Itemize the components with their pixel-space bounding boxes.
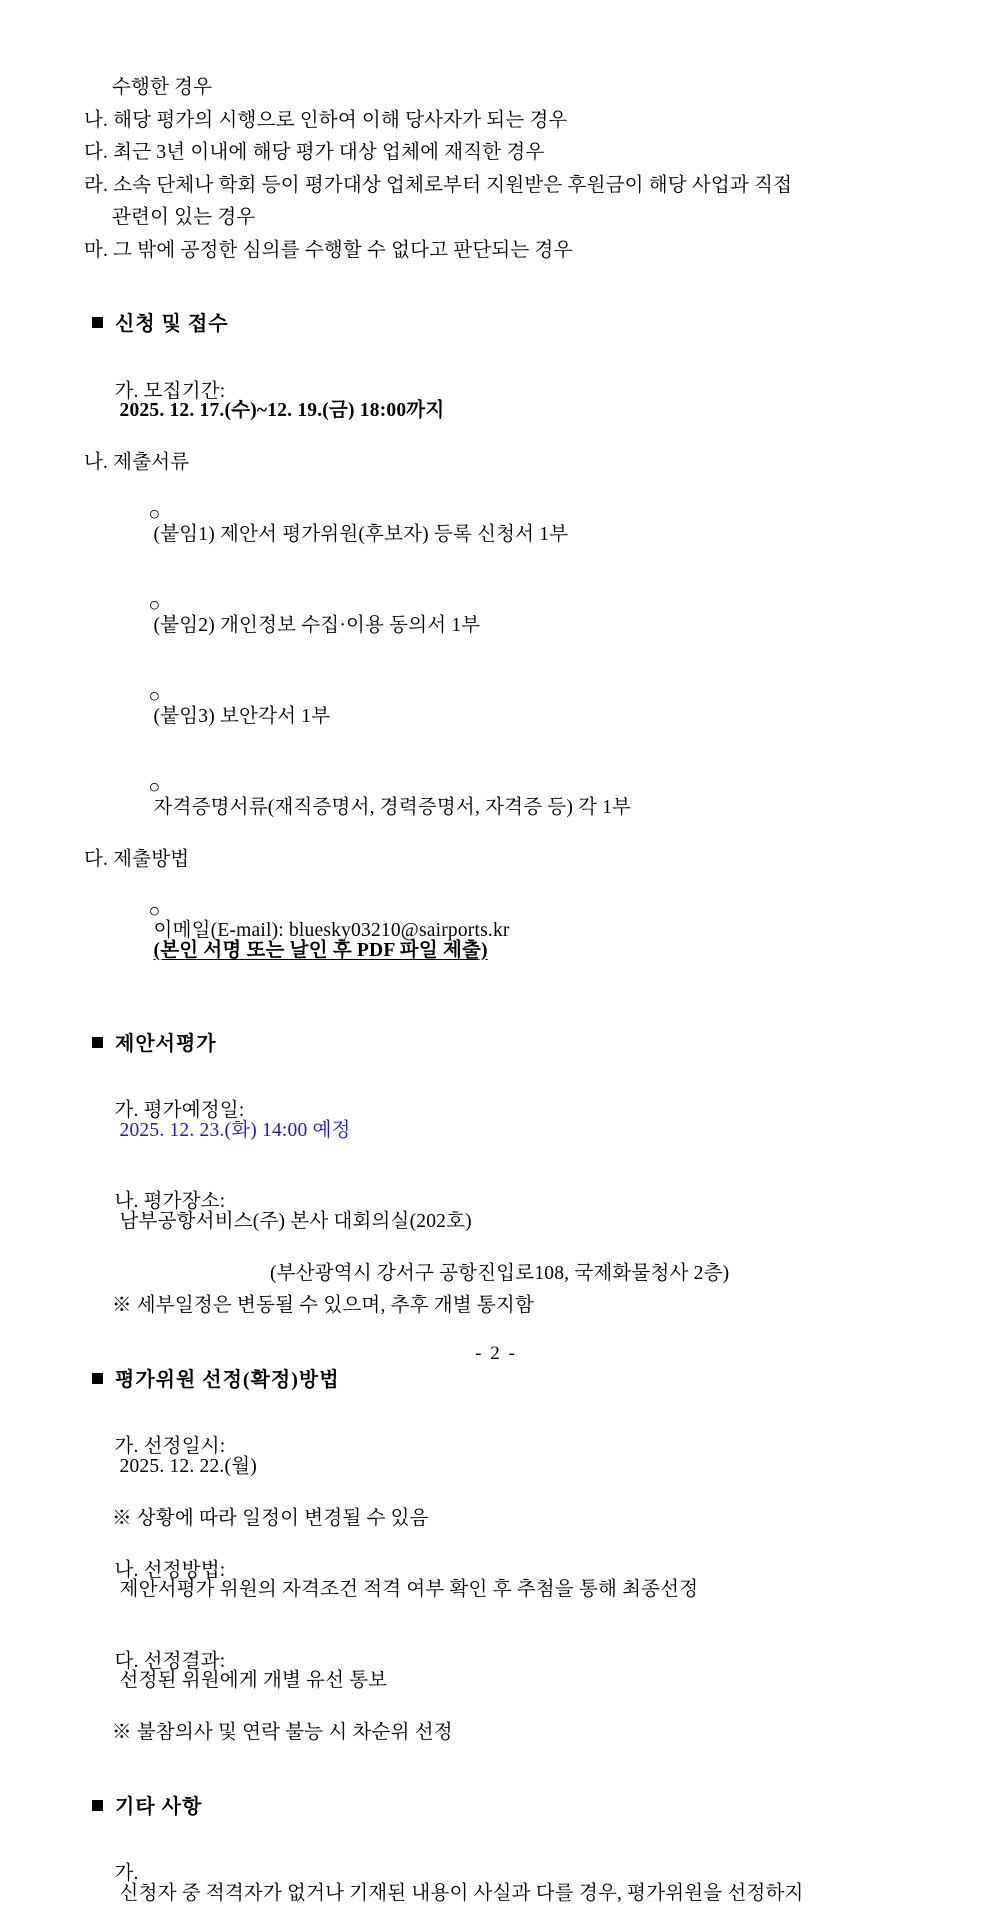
section-heading-proposal-evaluation: [92, 1027, 922, 1056]
evaluation-place-value: 남부공항서비스(주) 본사 대회의실(202호): [119, 1210, 472, 1232]
evaluation-date-label: 가. 평가예정일:: [114, 1100, 245, 1121]
intro-item-ma: 마. 그 밖에 공정한 심의를 수행할 수 없다고 판단되는 경우: [84, 239, 573, 261]
intro-item-da: 다. 최근 3년 이내에 해당 평가 대상 업체에 재직한 경우: [84, 142, 545, 163]
intro-item-ra-continuation: 관련이 있는 경우: [112, 207, 256, 228]
document-item-1-text: (붙임1) 제안서 평가위원(후보자) 등록 신청서 1부: [153, 523, 569, 545]
spacer: [70, 993, 922, 1027]
document-item-2-text: (붙임2) 개인정보 수집·이용 동의서 1부: [153, 614, 481, 636]
square-bullet-icon: [92, 1373, 103, 1384]
circle-bullet-icon: ○: [148, 686, 161, 707]
section-title-text: 제안서평가: [115, 1032, 217, 1055]
square-bullet-icon: [92, 317, 103, 328]
section-heading-application: [92, 307, 922, 336]
other-matters-label: 가.: [114, 1863, 139, 1884]
selection-process-label: 나. 선정방법:: [114, 1559, 226, 1581]
documents-label: 나. 제출서류: [84, 452, 190, 473]
selection-result-row: [84, 1632, 922, 1710]
circle-bullet-icon: ○: [148, 777, 161, 798]
selection-datetime-label: 가. 선정일시:: [114, 1436, 226, 1457]
spacer: [70, 1405, 922, 1418]
section-heading-other-matters: [92, 1790, 922, 1819]
application-period-row: [84, 362, 922, 440]
intro-continuation: 수행한 경우: [112, 77, 213, 98]
evaluation-schedule-note: ※ 세부일정은 변동될 수 있으며, 추후 개별 통지함: [112, 1295, 535, 1316]
other-matters-value: 신청자 중 적격자가 없거나 기재된 내용이 사실과 다를 경우, 평가위원을 선정하지: [119, 1882, 804, 1904]
evaluation-place-label: 나. 평가장소:: [114, 1191, 226, 1212]
document-item-4-text: 자격증명서류(재직증명서, 경력증명서, 자격증 등) 각 1부: [153, 796, 632, 818]
submission-method-label: 다. 제출방법: [84, 848, 190, 870]
circle-bullet-icon: ○: [148, 504, 161, 525]
selection-datetime-value: 2025. 12. 22.(월): [119, 1455, 257, 1477]
submission-email-note: (본인 서명 또는 날인 후 PDF 파일 제출): [153, 939, 488, 961]
document-item-3-text: (붙임3) 보안각서 1부: [153, 705, 331, 727]
section-title-text: 신청 및 접수: [115, 313, 229, 335]
selection-process-row: [84, 1541, 922, 1619]
intro-item-ra: 라. 소속 단체나 학회 등이 평가대상 업체로부터 지원받은 후원금이 해당 사업과 직접: [84, 174, 793, 196]
spacer: [70, 1756, 922, 1790]
spacer: [70, 273, 922, 307]
section-title-text: 기타 사항: [115, 1795, 203, 1818]
evaluation-date-row: [84, 1082, 922, 1160]
selection-result-label: 다. 선정결과:: [114, 1650, 226, 1672]
application-period-label: 가. 모집기간:: [114, 380, 226, 402]
spacer: [70, 349, 922, 362]
evaluation-place-row: [84, 1173, 922, 1251]
square-bullet-icon: [92, 1037, 103, 1048]
submission-email-text: 이메일(E-mail): bluesky03210@sairports.kr: [153, 920, 510, 941]
selection-schedule-note: ※ 상황에 따라 일정이 변경될 수 있음: [112, 1507, 429, 1529]
document-body: [70, 78, 922, 1923]
evaluation-address: (부산광역시 강서구 공항진입로108, 국제화물청사 2층): [270, 1262, 730, 1284]
document-item-2: [118, 577, 922, 655]
document-item-1: [118, 486, 922, 564]
spacer: [70, 1832, 922, 1845]
circle-bullet-icon: ○: [148, 595, 161, 616]
page-number: - 2 -: [475, 1343, 517, 1364]
submission-email-row: [118, 882, 922, 980]
document-item-4: [118, 759, 922, 837]
selection-absence-note: ※ 불참의사 및 연락 불능 시 차순위 선정: [112, 1722, 453, 1743]
selection-result-value: 선정된 위원에게 개별 유선 통보: [119, 1670, 388, 1691]
spacer: [70, 1069, 922, 1082]
selection-process-value: 제안서평가 위원의 자격조건 적격 여부 확인 후 추첨을 통해 최종선정: [119, 1579, 699, 1600]
evaluation-date-value: 2025. 12. 23.(화) 14:00 예정: [119, 1119, 351, 1141]
intro-item-na: 나. 해당 평가의 시행으로 인하여 이해 당사자가 되는 경우: [84, 109, 568, 131]
other-matters-row: [84, 1845, 922, 1923]
selection-datetime-row: [84, 1418, 922, 1496]
document-item-3: [118, 668, 922, 746]
square-bullet-icon: [92, 1800, 103, 1811]
application-period-value: 2025. 12. 17.(수)~12. 19.(금) 18:00까지: [119, 400, 445, 421]
section-heading-selection-method: [92, 1363, 922, 1392]
section-title-text: 평가위원 선정(확정)방법: [115, 1368, 340, 1391]
circle-bullet-icon: ○: [148, 900, 161, 922]
